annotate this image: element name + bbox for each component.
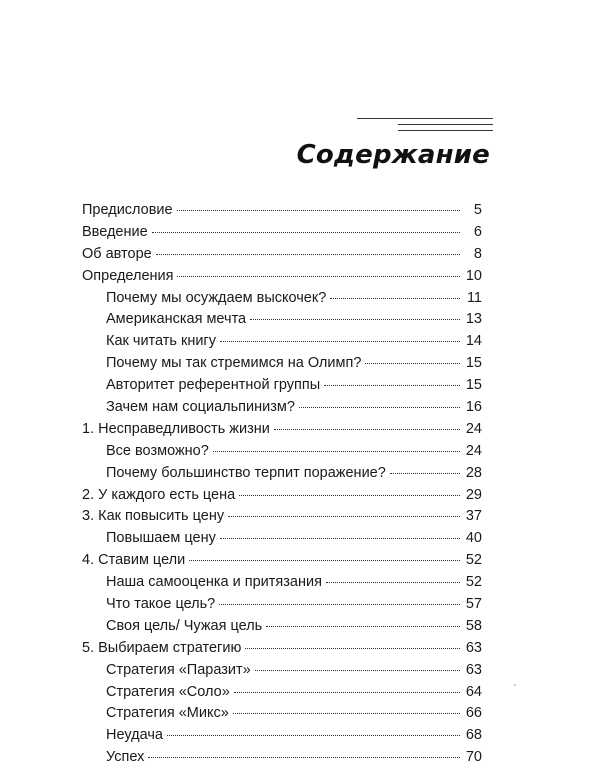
decorative-rule <box>357 118 493 119</box>
toc-entry-title: Почему большинство терпит поражение? <box>106 464 386 481</box>
toc-subentry <box>82 703 482 725</box>
toc-entry-title: 4. Ставим цели <box>82 552 186 569</box>
decorative-rule <box>398 124 493 125</box>
toc-entry-title: Об авторе <box>82 245 152 262</box>
toc-page-number: 15 <box>465 377 482 394</box>
toc-page-number: 68 <box>465 727 482 744</box>
toc-entry-title: Неудача <box>106 727 163 744</box>
toc-subentry <box>82 616 482 638</box>
toc-page-number: 70 <box>465 749 482 766</box>
toc-page-number: 14 <box>465 333 482 350</box>
toc-entry-title: Наша самооценка и притязания <box>106 574 322 591</box>
dot-leader <box>274 429 460 430</box>
toc-page-number: 52 <box>465 552 482 569</box>
toc-entry <box>82 266 482 288</box>
dot-leader <box>255 670 460 671</box>
decorative-rule <box>398 130 493 131</box>
paper-speck <box>514 684 516 686</box>
toc-subentry <box>82 463 482 485</box>
toc-entry <box>82 244 482 266</box>
dot-leader <box>177 276 460 277</box>
toc-page-number: 66 <box>465 705 482 722</box>
dot-leader <box>148 757 460 758</box>
toc-entry-title: Что такое цель? <box>106 596 216 613</box>
toc-entry-title: Определения <box>82 267 174 284</box>
dot-leader <box>324 385 460 386</box>
toc-entry-title: Предисловие <box>82 202 173 218</box>
toc-subentry <box>82 747 482 769</box>
toc-page-number: 28 <box>465 464 482 481</box>
dot-leader <box>239 495 460 496</box>
toc-entry-title: Стратегия «Микс» <box>106 705 229 722</box>
toc-subentry <box>82 441 482 463</box>
dot-leader <box>213 451 460 452</box>
toc-subentry <box>82 572 482 594</box>
dot-leader <box>219 604 460 605</box>
dot-leader <box>266 626 460 627</box>
toc-subentry <box>82 397 482 419</box>
toc-page-number: 63 <box>465 661 482 678</box>
toc-entry-title: Повышаем цену <box>106 530 216 547</box>
dot-leader <box>189 560 460 561</box>
toc-subentry <box>82 353 482 375</box>
table-of-contents <box>82 200 482 769</box>
dot-leader <box>156 254 460 255</box>
toc-entry <box>82 638 482 660</box>
toc-page-number: 64 <box>465 683 482 700</box>
toc-entry-title: 1. Несправедливость жизни <box>82 420 270 437</box>
toc-subentry <box>82 375 482 397</box>
dot-leader <box>330 298 460 299</box>
toc-page-number: 16 <box>465 399 482 416</box>
toc-entry <box>82 200 482 222</box>
toc-entry <box>82 485 482 507</box>
toc-entry-title: Зачем нам социальпинизм? <box>106 399 295 416</box>
toc-entry-title: Американская мечта <box>106 311 247 328</box>
toc-page-number: 58 <box>465 617 482 634</box>
toc-entry-title: Стратегия «Соло» <box>106 683 230 700</box>
dot-leader <box>365 363 460 364</box>
toc-entry-title: Успех <box>106 749 145 766</box>
dot-leader <box>220 341 460 342</box>
toc-subentry <box>82 682 482 704</box>
toc-page-number: 57 <box>465 596 482 613</box>
toc-page-number: 10 <box>465 267 482 284</box>
toc-page-number: 24 <box>465 442 482 459</box>
toc-page-number: 6 <box>473 223 482 240</box>
toc-page-number: 24 <box>465 420 482 437</box>
toc-entry-title: Своя цель/ Чужая цель <box>106 617 263 634</box>
dot-leader <box>390 473 460 474</box>
toc-page-number: 11 <box>466 289 482 306</box>
toc-page-number: 15 <box>465 355 482 372</box>
toc-entry-title: Авторитет референтной группы <box>106 377 321 394</box>
toc-subentry <box>82 725 482 747</box>
toc-page-number: 37 <box>465 508 482 525</box>
dot-leader <box>167 735 460 736</box>
dot-leader <box>177 210 460 211</box>
dot-leader <box>245 648 460 649</box>
toc-subentry <box>82 331 482 353</box>
toc-entry-title: Введение <box>82 223 148 240</box>
toc-entry <box>82 222 482 244</box>
toc-page-number: 8 <box>473 245 482 262</box>
toc-page-number: 5 <box>473 202 482 218</box>
toc-subentry <box>82 594 482 616</box>
toc-subentry <box>82 660 482 682</box>
toc-subentry <box>82 288 482 310</box>
toc-entry <box>82 550 482 572</box>
toc-entry-title: 3. Как повысить цену <box>82 508 225 525</box>
toc-entry-title: Почему мы так стремимся на Олимп? <box>106 355 362 372</box>
toc-entry-title: Стратегия «Паразит» <box>106 661 251 678</box>
toc-subentry <box>82 309 482 331</box>
toc-page-number: 40 <box>465 530 482 547</box>
page-title: Содержание <box>296 140 490 170</box>
toc-page-number: 13 <box>465 311 482 328</box>
toc-entry <box>82 506 482 528</box>
toc-entry-title: 2. У каждого есть цена <box>82 486 236 503</box>
dot-leader <box>299 407 460 408</box>
toc-page-number: 63 <box>465 639 482 656</box>
dot-leader <box>152 232 460 233</box>
toc-entry <box>82 419 482 441</box>
toc-entry-title: Почему мы осуждаем выскочек? <box>106 289 327 306</box>
toc-entry-title: Как читать книгу <box>106 333 216 350</box>
dot-leader <box>250 319 460 320</box>
dot-leader <box>220 538 460 539</box>
toc-entry-title: Все возможно? <box>106 442 209 459</box>
dot-leader <box>233 713 460 714</box>
dot-leader <box>326 582 460 583</box>
dot-leader <box>234 692 460 693</box>
toc-page-number: 29 <box>465 486 482 503</box>
toc-entry-title: 5. Выбираем стратегию <box>82 639 242 656</box>
dot-leader <box>228 516 460 517</box>
toc-page-number: 52 <box>465 574 482 591</box>
toc-subentry <box>82 528 482 550</box>
